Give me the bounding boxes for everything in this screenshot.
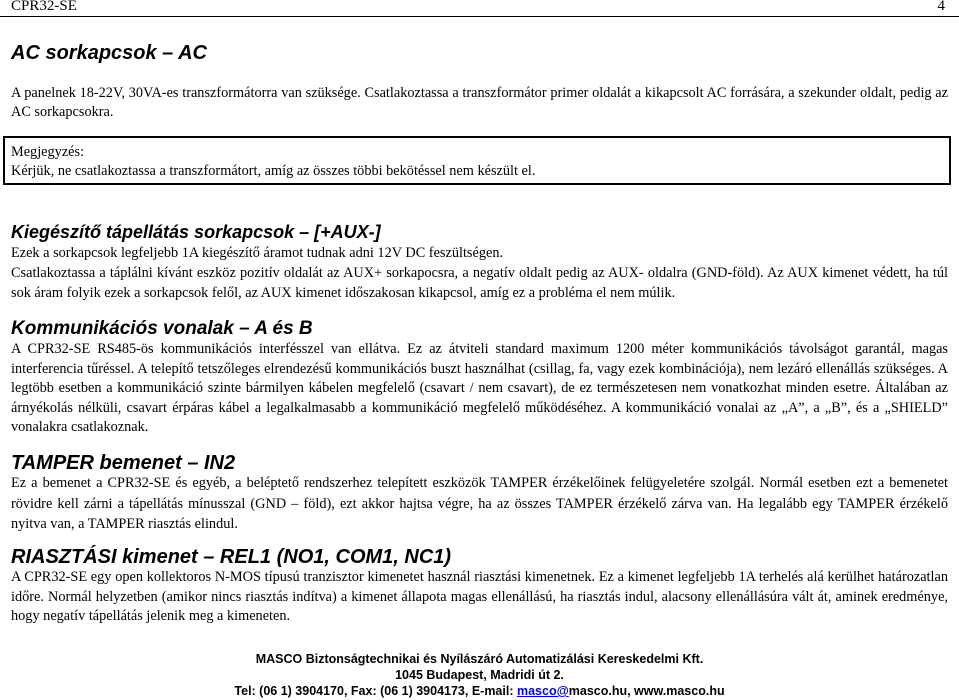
section-text-ac: A panelnek 18-22V, 30VA-es transzformátorra van szüksége. Csatlakoztassa a transzformátor primer oldalát a kikapcsolt AC forrására, a szekunder oldalt, pedig az AC sorkapcsokra. [11, 85, 948, 120]
section-text-aux-1: Ezek a sorkapcsok legfeljebb 1A kiegészítő áramot tudnak adni 12V DC feszültségen. [11, 245, 504, 261]
footer-contact [0, 683, 959, 699]
note-label: Megjegyzés: [11, 144, 85, 160]
footer-contact-suffix: masco.hu, www.masco.hu [568, 684, 725, 698]
note-box [3, 136, 951, 185]
section-text-tamper: Ez a bemenet a CPR32-SE és egyéb, a beléptető rendszerhez telepített eszközök TAMPER érzékelőinek felügyeletére szolgál. Normál esetben ezt a bemenetet rövidre kell zárni a tápellátás mínusszal (GND – föld), ezt akkor hajtsa végre, ha az összes TAMPER érzékelő zárva van. Ha legalább egy TAMPER érzékelő nyitva van, a TAMPER riasztás elindul. [11, 475, 948, 532]
section-text-komm: A CPR32-SE RS485-ös kommunikációs interfésszel van ellátva. Ez az átviteli standard maximum 1200 méter kommunikációs távolságot garantál, magas interferencia tűréssel. A telepítő tetszőleges elrendezésű kommunikációs buszt használhat (csillag, fa, vagy ezek kombinációja), nem lezáró ellenállás szükséges. A legtöbb esetben a kommunikáció szinte bármilyen kábelen megfelelő (csavart / nem csavart), de ez természetesen nem vonatkozhat minden esetre. Általában az árnyékolás nélküli, csavart érpáras kábel a legalkalmasabb a kommunikáció megfelelő működéséhez. A kommunikáció vonalai az „A”, a „B”, és a „SHIELD” vonalakra csatlakoznak. [11, 341, 948, 435]
section-text-riaszt: A CPR32-SE egy open kollektoros N-MOS típusú tranzisztor kimenetet használ riasztási kimenetnek. Ez a kimenet legfeljebb 1A terhelés alá kerülhet határozatlan időre. Normál helyzetben (amikor nincs riasztás indítva) a kimenet állapota magas ellenállású, ha riasztás indul, alacsony ellenállásúra vált át, aminek eredménye, hogy negatív tápellátás jelenik meg a kimeneten. [11, 569, 948, 624]
page-header [0, 0, 959, 17]
section-title-riaszt: RIASZTÁSI kimenet – REL1 (NO1, COM1, NC1) [11, 546, 452, 568]
email-link[interactable]: masco@ [516, 684, 569, 698]
section-text-aux-2: Csatlakoztassa a táplálni kívánt eszköz pozitív oldalát az AUX+ sorkapocsra, a negatív oldalt pedig az AUX- oldalra (GND-föld). Az AUX kimenet védett, ha túl sok áram folyik ezek a sorkapcsok felől, az AUX kimenet időszakosan kikapcsol, amíg ez a probléma el nem múlik. [11, 265, 948, 301]
page-footer [0, 651, 959, 699]
section-title-tamper: TAMPER bemenet – IN2 [11, 452, 236, 474]
section-title-komm: Kommunikációs vonalak – A és B [11, 318, 313, 339]
note-text: Kérjük, ne csatlakoztassa a transzformátort, amíg az összes többi bekötéssel nem készült el. [11, 163, 536, 179]
footer-company: MASCO Biztonságtechnikai és Nyílászáró Automatizálási Kereskedelmi Kft. [255, 652, 704, 666]
footer-address: 1045 Budapest, Madridi út 2. [395, 668, 564, 682]
page-number: 4 [937, 0, 945, 14]
footer-contact-prefix: Tel: (06 1) 3904170, Fax: (06 1) 3904173, E-mail: [234, 684, 517, 698]
doc-id: CPR32-SE [11, 0, 77, 14]
section-title-ac: AC sorkapcsok – AC [11, 42, 207, 64]
section-title-aux: Kiegészítő tápellátás sorkapcsok – [+AUX-] [11, 222, 381, 242]
